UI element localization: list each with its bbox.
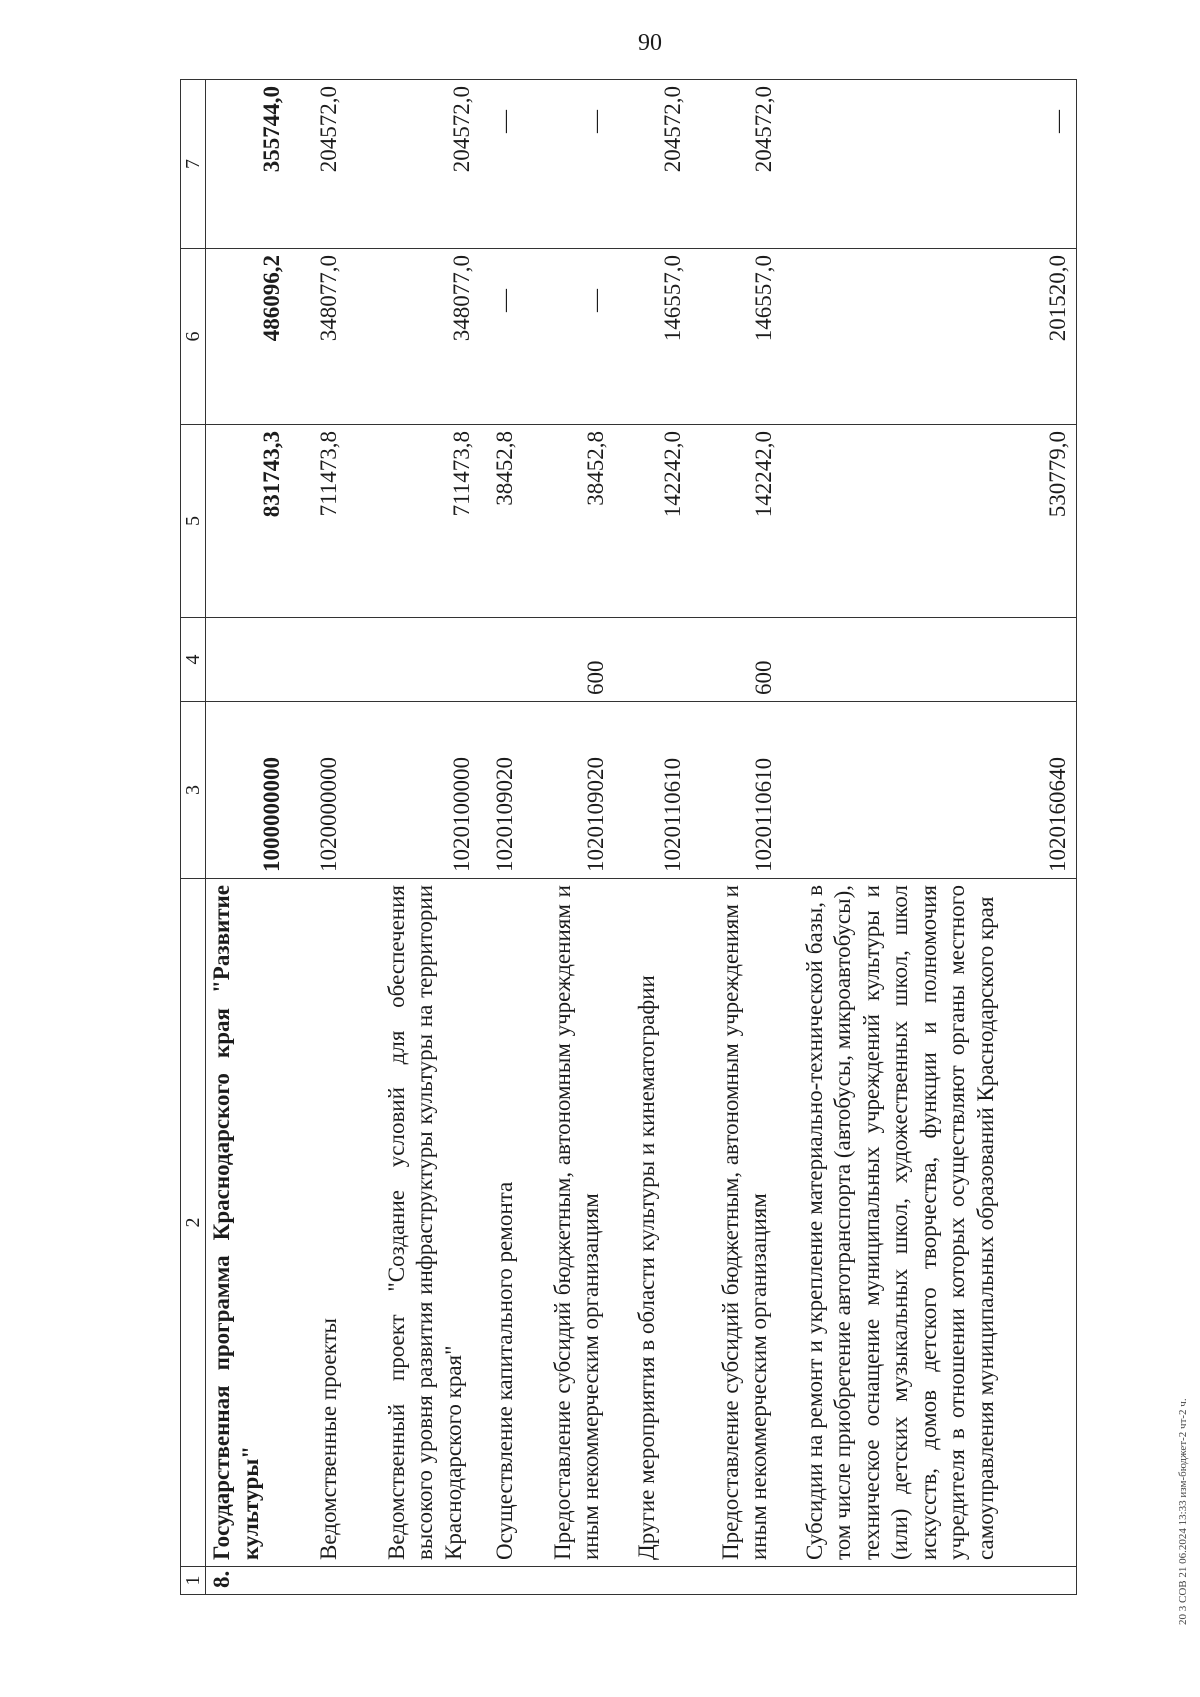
rotated-table-container bbox=[180, 80, 1080, 1595]
table-row bbox=[619, 80, 703, 1595]
amount-col7: — bbox=[479, 80, 535, 249]
target-code: 1020110610 bbox=[619, 702, 703, 879]
amount-col6: 146557,0 bbox=[703, 249, 787, 425]
column-number-header bbox=[181, 80, 206, 1595]
row-name: Ведомственные проекты bbox=[289, 879, 361, 1567]
amount-col6: 201520,0 bbox=[787, 249, 1077, 425]
budget-table bbox=[180, 79, 1077, 1595]
col-header: 7 bbox=[181, 80, 206, 249]
row-name: Предоставление субсидий бюджетным, автономным учреждениям и иным некоммерческим организациям bbox=[535, 879, 619, 1567]
amount-col5: 38452,8 bbox=[479, 425, 535, 618]
expense-type: 600 bbox=[703, 618, 787, 702]
row-number bbox=[361, 1567, 479, 1595]
row-number bbox=[703, 1567, 787, 1595]
row-name: Осуществление капитального ремонта bbox=[479, 879, 535, 1567]
row-number bbox=[535, 1567, 619, 1595]
amount-col7: — bbox=[535, 80, 619, 249]
expense-type bbox=[361, 618, 479, 702]
row-number bbox=[787, 1567, 1077, 1595]
amount-col7: 204572,0 bbox=[289, 80, 361, 249]
row-name: Ведомственный проект "Создание условий для обеспечения высокого уровня развития инфраструктуры культуры на территории Краснодарского края" bbox=[361, 879, 479, 1567]
amount-col5: 142242,0 bbox=[619, 425, 703, 618]
col-header: 4 bbox=[181, 618, 206, 702]
amount-col5: 711473,8 bbox=[289, 425, 361, 618]
footer-stamp: 20 3 СОВ 21 06.2024 13:33 изм-бюджет-2 чт-2 ч. bbox=[1177, 1398, 1189, 1625]
page-number: 90 bbox=[638, 30, 662, 56]
target-code: 1020000000 bbox=[289, 702, 361, 879]
amount-col5: 142242,0 bbox=[703, 425, 787, 618]
amount-col7: — bbox=[787, 80, 1077, 249]
table-row bbox=[535, 80, 619, 1595]
amount-col6: 486096,2 bbox=[206, 249, 289, 425]
table-row bbox=[787, 80, 1077, 1595]
table-row bbox=[361, 80, 479, 1595]
target-code: 1020160640 bbox=[787, 702, 1077, 879]
expense-type: 600 bbox=[535, 618, 619, 702]
table-row bbox=[703, 80, 787, 1595]
amount-col7: 204572,0 bbox=[703, 80, 787, 249]
amount-col5: 38452,8 bbox=[535, 425, 619, 618]
amount-col5: 530779,0 bbox=[787, 425, 1077, 618]
row-name: Государственная программа Краснодарского края "Развитие культуры" bbox=[206, 879, 289, 1567]
expense-type bbox=[479, 618, 535, 702]
row-name: Другие мероприятия в области культуры и кинематографии bbox=[619, 879, 703, 1567]
expense-type bbox=[619, 618, 703, 702]
amount-col7: 204572,0 bbox=[361, 80, 479, 249]
row-name: Субсидии на ремонт и укрепление материально-технической базы, в том числе приобретение автотранспорта (автобусы, микроавтобусы), техническое оснащение муниципальных учреждений культуры и (или) детских музыкальных школ, художественных школ, школ искусств, домов детского творчества, функции и полномочия учредителя в отношении которых осуществляют органы местного самоуправления муниципальных образований Краснодарского края bbox=[787, 879, 1077, 1567]
expense-type bbox=[206, 618, 289, 702]
row-number bbox=[289, 1567, 361, 1595]
amount-col6: 146557,0 bbox=[619, 249, 703, 425]
amount-col6: — bbox=[479, 249, 535, 425]
expense-type bbox=[289, 618, 361, 702]
table-row bbox=[289, 80, 361, 1595]
amount-col6: 348077,0 bbox=[361, 249, 479, 425]
target-code: 1020100000 bbox=[361, 702, 479, 879]
expense-type bbox=[787, 618, 1077, 702]
amount-col7: 355744,0 bbox=[206, 80, 289, 249]
col-header: 5 bbox=[181, 425, 206, 618]
col-header: 2 bbox=[181, 879, 206, 1567]
row-name: Предоставление субсидий бюджетным, автономным учреждениям и иным некоммерческим организациям bbox=[703, 879, 787, 1567]
table-row bbox=[206, 80, 289, 1595]
target-code: 1000000000 bbox=[206, 702, 289, 879]
target-code: 1020110610 bbox=[703, 702, 787, 879]
target-code: 1020109020 bbox=[535, 702, 619, 879]
row-number bbox=[619, 1567, 703, 1595]
target-code: 1020109020 bbox=[479, 702, 535, 879]
amount-col5: 831743,3 bbox=[206, 425, 289, 618]
amount-col6: — bbox=[535, 249, 619, 425]
col-header: 6 bbox=[181, 249, 206, 425]
col-header: 1 bbox=[181, 1567, 206, 1595]
table-row bbox=[479, 80, 535, 1595]
row-number: 8. bbox=[206, 1567, 289, 1595]
amount-col5: 711473,8 bbox=[361, 425, 479, 618]
col-header: 3 bbox=[181, 702, 206, 879]
amount-col6: 348077,0 bbox=[289, 249, 361, 425]
row-number bbox=[479, 1567, 535, 1595]
amount-col7: 204572,0 bbox=[619, 80, 703, 249]
